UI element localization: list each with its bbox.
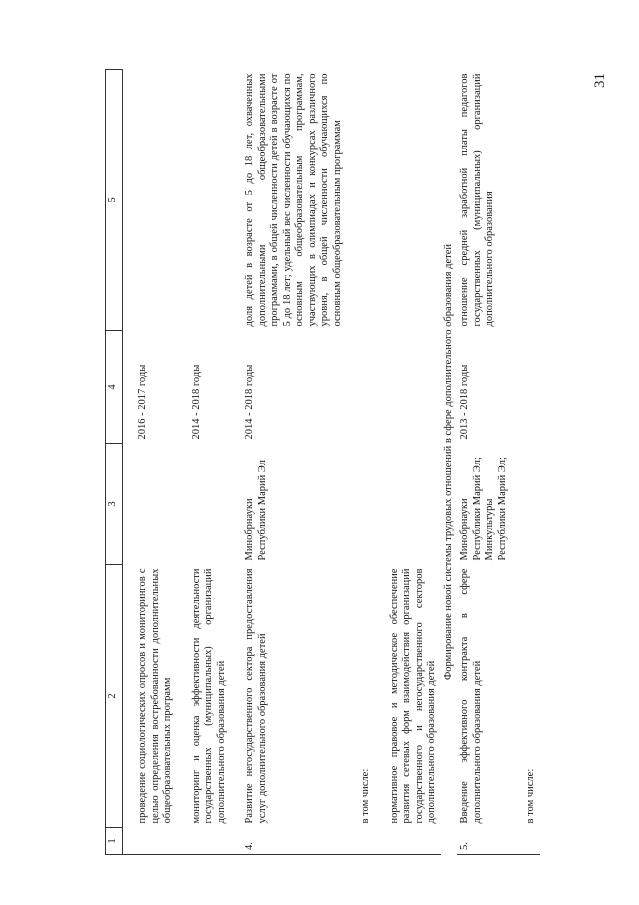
- table-header-row: [106, 70, 123, 855]
- table-row: [135, 70, 177, 855]
- row-action: проведение социологических опросов и мониторингов с целью определения востребованности дополнительных общеобразовательных программ: [137, 568, 173, 824]
- row-term: 2014 - 2018 годы: [190, 364, 202, 440]
- row-action: в том числе:: [525, 768, 536, 824]
- row-responsible: [523, 444, 540, 565]
- row-responsible: [358, 444, 375, 565]
- row-indicator: [135, 70, 177, 331]
- table-row: [523, 70, 540, 855]
- table-row: [358, 70, 375, 855]
- row-number: [387, 828, 441, 855]
- row-term: [523, 331, 540, 444]
- table-row: [387, 70, 441, 855]
- row-term: [358, 331, 375, 444]
- row-responsible: [387, 444, 441, 565]
- row-term: 2013 - 2018 годы: [459, 364, 470, 440]
- row-indicator: [358, 70, 375, 331]
- row-indicator: отношение средней заработной платы педагогов государственных (муниципальных) организаций дополнительного образования: [459, 73, 495, 327]
- row-indicator: доля детей в возрасте от 5 до 18 лет, охваченных дополнительными общеобразовательными программами, в общей численности детей в возрасте от 5 до 18 лет; удельный вес численности обучающихся по основным общеобразовательным программам, участвующих в олимпиадах и конкурсах различного уровня, в общей численности обучающихся по основным общеобразовательным программам: [244, 73, 343, 327]
- section-title: Формирование новой системы трудовых отношений в сфере дополнительного образования детей: [442, 244, 454, 680]
- header-col-1: 1: [106, 828, 123, 855]
- section-heading-row: [441, 70, 458, 855]
- row-action: Развитие негосударственного сектора предоставления услуг дополнительного образования детей: [244, 568, 268, 824]
- row-number: [189, 828, 231, 855]
- header-col-4: 4: [106, 331, 123, 444]
- row-number: [358, 828, 375, 855]
- header-col-3: 3: [106, 444, 123, 565]
- row-action: Введение эффективного контракта в сфере дополнительного образования детей: [459, 568, 483, 824]
- row-responsible: Минобрнауки Республики Марий Эл: [244, 460, 268, 561]
- row-number: [523, 828, 540, 855]
- header-col-2: 2: [106, 565, 123, 828]
- row-indicator: [523, 70, 540, 331]
- row-term: 2016 - 2017 годы: [137, 364, 148, 440]
- row-responsible: [135, 444, 177, 565]
- row-term: [387, 331, 441, 444]
- table-row: [242, 70, 346, 855]
- page-number: 31: [592, 73, 608, 88]
- row-number: 5.: [457, 828, 511, 855]
- row-indicator: [189, 70, 231, 331]
- row-action: нормативное правовое и методическое обеспечение развития сетевых форм взаимодействия организаций государственного и негосударственного секторов дополнительного образования детей: [388, 568, 437, 824]
- row-term: 2014 - 2018 годы: [244, 364, 255, 440]
- row-action: мониторинг и оценка эффективности деятельности государственных (муниципальных) организаций дополнительного образования детей: [190, 568, 227, 824]
- header-col-5: 5: [106, 70, 123, 331]
- row-number: 4.: [242, 828, 346, 855]
- row-indicator: [387, 70, 441, 331]
- row-responsible: [189, 444, 231, 565]
- rotated-content: [105, 73, 555, 855]
- plan-table: [105, 69, 540, 855]
- table-row: [189, 70, 231, 855]
- table-row: [457, 70, 511, 855]
- row-number: [135, 828, 177, 855]
- row-responsible: Минобрнауки Республики Марий Эл; Минкультуры Республики Марий Эл;: [459, 457, 508, 561]
- row-action: в том числе:: [360, 768, 371, 824]
